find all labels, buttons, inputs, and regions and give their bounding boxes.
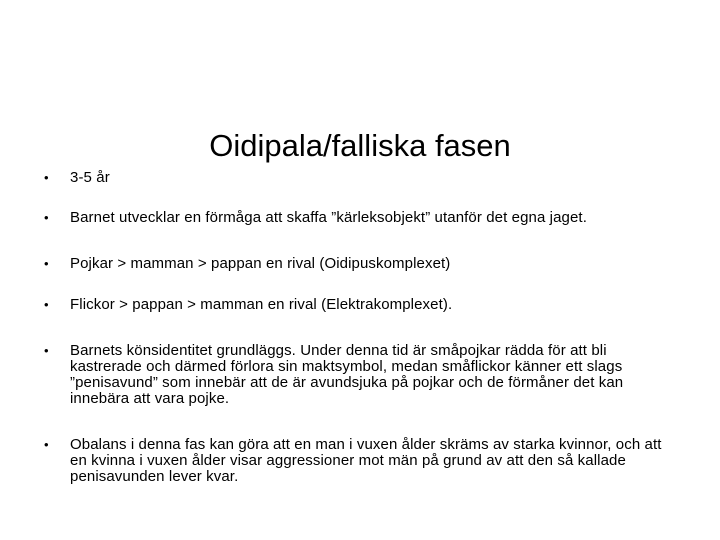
bullet-item-age bbox=[44, 170, 676, 186]
bullet-text: Pojkar > mamman > pappan en rival (Oidipuskomplexet) bbox=[70, 255, 451, 272]
bullet-item-gender-identity bbox=[44, 343, 676, 407]
bullet-dot: • bbox=[44, 343, 49, 358]
bullet-dot: • bbox=[44, 437, 49, 452]
bullet-text: Barnets könsidentitet grundläggs. Under denna tid är småpojkar rädda för att bli kastrerade och därmed förlora sin maktsymbol, medan småflickor känner ett slags ”penisavund” som innebär att de är avundsjuka på pojkar och de förmåner det kan innebära att vara pojke. bbox=[70, 342, 624, 407]
bullet-dot: • bbox=[44, 297, 49, 312]
bullet-text: Barnet utvecklar en förmåga att skaffa ”kärleksobjekt” utanför det egna jaget. bbox=[70, 209, 587, 226]
bullet-item-love-object bbox=[44, 210, 676, 226]
bullet-dot: • bbox=[44, 256, 49, 271]
slide-title-text: Oidipala/falliska fasen bbox=[209, 128, 511, 163]
bullet-text: Obalans i denna fas kan göra att en man i vuxen ålder skräms av starka kvinnor, och att en kvinna i vuxen ålder visar aggressioner mot män på grund av att den så kallade penisavunden lever kvar. bbox=[70, 436, 662, 485]
bullet-item-imbalance bbox=[44, 437, 676, 485]
slide-title bbox=[0, 126, 720, 166]
bullet-dot: • bbox=[44, 170, 49, 185]
bullet-item-girls bbox=[44, 297, 676, 313]
bullet-text: 3-5 år bbox=[70, 169, 110, 186]
bullet-dot: • bbox=[44, 210, 49, 225]
bullet-item-boys bbox=[44, 256, 676, 272]
bullet-text: Flickor > pappan > mamman en rival (Elektrakomplexet). bbox=[70, 296, 453, 313]
